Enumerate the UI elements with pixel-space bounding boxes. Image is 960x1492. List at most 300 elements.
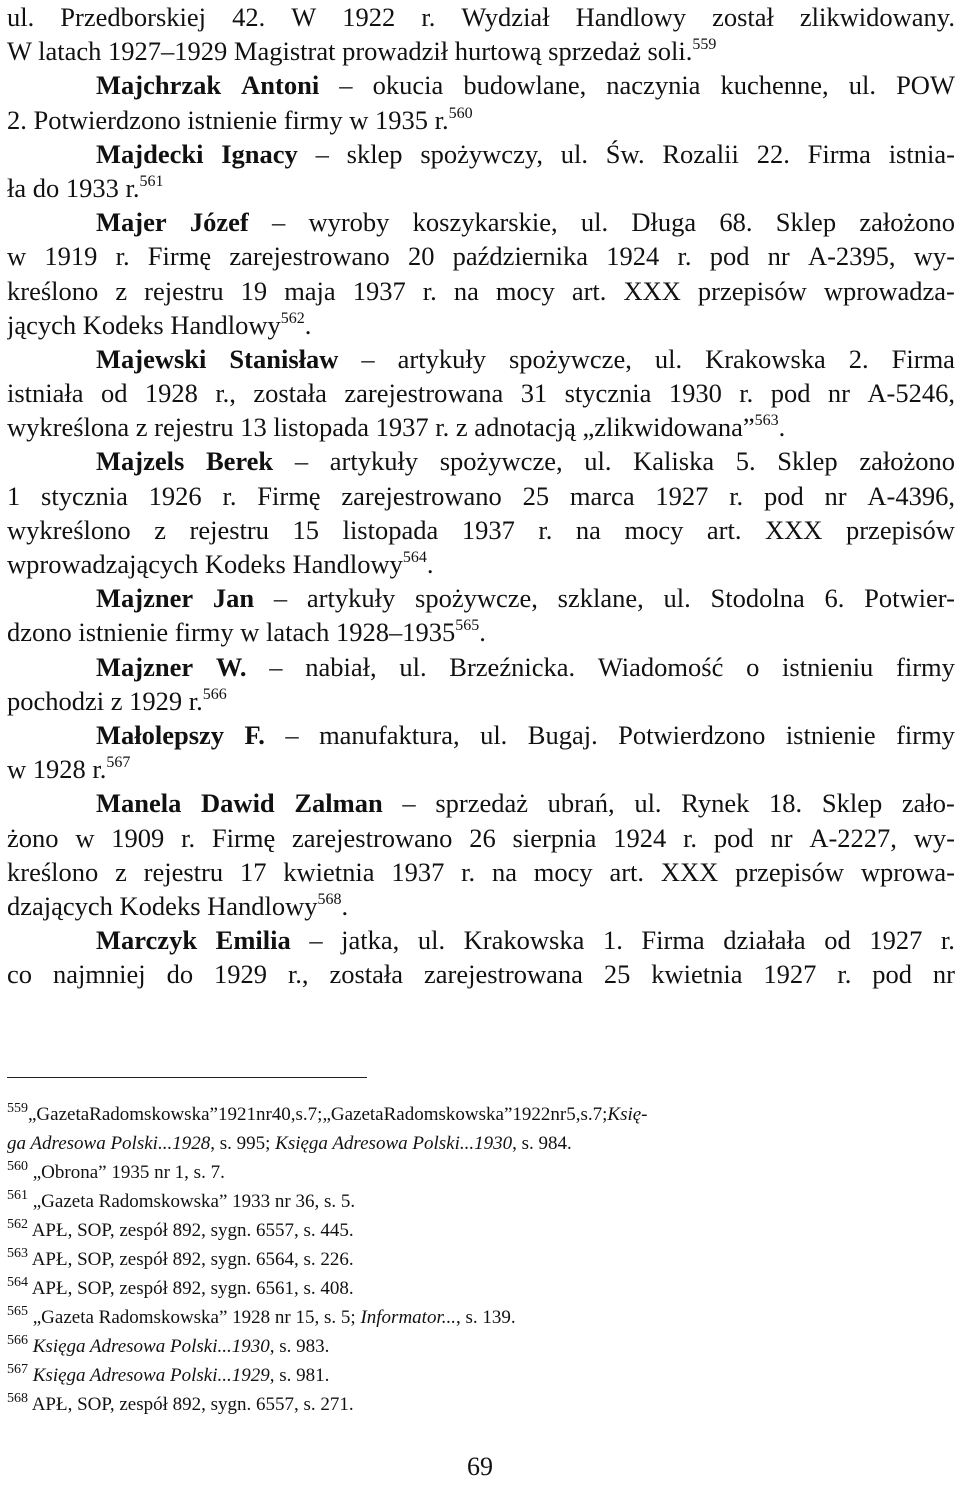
- body-line: [7, 718, 955, 752]
- body-line: [7, 889, 955, 923]
- footnote-ref: 562: [280, 309, 305, 327]
- text-run: Firmę: [211, 822, 276, 853]
- text-run: nr: [827, 378, 850, 409]
- text-run: –: [294, 446, 309, 477]
- text-run: ul.: [7, 2, 35, 32]
- text-run: pod: [770, 378, 811, 409]
- text-run: ul.: [580, 207, 609, 238]
- text-run: Św.: [605, 138, 645, 169]
- entry-name: Marczyk: [96, 925, 198, 956]
- text-run: nabiał,: [305, 651, 377, 682]
- entry-name: Antoni: [241, 70, 320, 101]
- footnote-ref: 563: [7, 1246, 28, 1261]
- body-line: [7, 274, 955, 308]
- text-run: XXX: [660, 856, 719, 887]
- text-run: jatka,: [341, 925, 400, 956]
- entry-name: Majchrzak: [96, 70, 222, 101]
- footnote-ref: 560: [448, 104, 473, 122]
- footnotes: [7, 1100, 955, 1419]
- text-run: –: [285, 719, 299, 750]
- body-line: [7, 103, 955, 137]
- text-run: 1922: [342, 2, 396, 32]
- text-run: pod: [709, 241, 750, 272]
- text-run: w: [75, 822, 95, 853]
- italic-title: Księga Adresowa Polski...1929: [32, 1365, 270, 1386]
- text-run: artykuły: [306, 583, 396, 614]
- text-run: 5,: [566, 1104, 581, 1125]
- text-run: 1924: [606, 241, 660, 272]
- text-run: ul.: [560, 138, 589, 169]
- text-run: , s. 983.: [269, 1336, 330, 1357]
- text-run: ła do 1933 r.: [7, 172, 140, 203]
- text-run: zarejestrowano: [341, 480, 502, 511]
- text-run: APŁ, SOP, zespół 892, sygn. 6564, s. 226.: [28, 1249, 354, 1270]
- footnote-line: [7, 1332, 955, 1361]
- text-run: 25: [522, 480, 550, 511]
- text-run: Wydział: [461, 2, 550, 32]
- text-run: .: [778, 412, 786, 443]
- entry-name: Majzner: [96, 583, 194, 614]
- body-line: [7, 752, 955, 786]
- text-run: listopada: [342, 514, 439, 545]
- text-run: 1937: [352, 275, 406, 306]
- italic-title: Księga Adresowa Polski...1930: [275, 1133, 513, 1154]
- text-run: –: [339, 70, 353, 101]
- text-run: Handlowy: [575, 2, 687, 32]
- text-run: XXX: [765, 514, 823, 545]
- text-run: r.: [739, 378, 754, 409]
- text-run: , s. 981.: [269, 1365, 330, 1386]
- text-run: 31: [520, 378, 548, 409]
- text-run: W latach 1927–1929 Magistrat prowadził hurtową sprzedaż soli.: [7, 36, 693, 67]
- footnote-line: [7, 1390, 955, 1419]
- text-run: ul.: [663, 583, 691, 614]
- text-run: 1.: [602, 925, 623, 956]
- body-line: [7, 786, 955, 820]
- text-run: 1927: [763, 959, 817, 990]
- text-run: artykuły: [397, 343, 486, 374]
- footnote-ref: 566: [7, 1333, 28, 1348]
- text-run: rejestru: [189, 514, 269, 545]
- main-text: [7, 0, 955, 991]
- footnote-ref: 562: [7, 1217, 28, 1232]
- text-run: r.: [683, 822, 698, 853]
- text-run: Sklep: [777, 446, 838, 477]
- text-run: 15: [292, 514, 320, 545]
- entry-name: Dawid: [201, 788, 275, 819]
- text-run: spożywcze,: [508, 343, 632, 374]
- text-run: od: [100, 378, 128, 409]
- italic-title: ga Adresowa Polski...1928: [7, 1133, 211, 1154]
- text-run: mocy: [495, 275, 555, 306]
- text-run: została: [253, 378, 327, 409]
- text-run: wy-: [913, 822, 955, 853]
- text-run: 68.: [719, 207, 753, 238]
- body-line: [7, 615, 955, 649]
- text-run: Stodolna: [710, 583, 805, 614]
- footnote-line: [7, 1158, 955, 1187]
- entry-name: F.: [244, 719, 265, 750]
- italic-title: Informator...: [360, 1307, 456, 1328]
- entry-name: Manela: [96, 788, 182, 819]
- body-line: [7, 205, 955, 239]
- text-run: 17: [239, 856, 267, 887]
- text-run: r.: [677, 241, 692, 272]
- footnote-ref: 565: [7, 1304, 28, 1319]
- text-run: założono: [859, 446, 955, 477]
- text-run: zarejestrowano: [229, 241, 390, 272]
- footnote-line: [7, 1245, 955, 1274]
- text-run: 22.: [756, 138, 790, 169]
- text-run: z: [154, 514, 166, 545]
- text-run: s.: [295, 1104, 308, 1125]
- text-run: –: [361, 343, 375, 374]
- text-run: spożywcze,: [439, 446, 563, 477]
- text-run: istnienie: [785, 719, 876, 750]
- body-line: [7, 34, 955, 68]
- text-run: mocy: [533, 856, 593, 887]
- body-line: [7, 239, 955, 273]
- text-run: mocy: [624, 514, 684, 545]
- footnote-ref: 563: [754, 412, 779, 430]
- text-run: W: [291, 2, 317, 32]
- entry-name: Ignacy: [221, 138, 298, 169]
- text-run: 1909: [111, 822, 165, 853]
- text-run: nr: [770, 822, 793, 853]
- text-run: 2. Potwierdzono istnienie firmy w 1935 r.: [7, 104, 449, 135]
- footnote-ref: 559: [692, 36, 717, 54]
- text-run: 7;: [307, 1104, 323, 1125]
- text-run: Radomskowska”: [383, 1104, 513, 1125]
- text-run: r.: [422, 275, 437, 306]
- text-run: spożywcze,: [415, 583, 538, 614]
- footnote-line: [7, 1216, 955, 1245]
- text-run: A-4396,: [867, 480, 955, 511]
- footnote-line: [7, 1274, 955, 1303]
- footnote-ref: 567: [106, 754, 131, 772]
- body-line: [7, 650, 955, 684]
- footnote-line: 559„GazetaRadomskowska”1921nr40,s.7;„GazetaRadomskowska”1922nr5,s.7;Księ-: [7, 1100, 955, 1129]
- text-run: 1928: [144, 378, 198, 409]
- text-run: został: [712, 2, 774, 32]
- text-run: r.,: [287, 959, 309, 990]
- text-run: .: [341, 890, 349, 921]
- text-run: co: [7, 959, 33, 990]
- text-run: pod: [713, 822, 754, 853]
- text-run: z: [115, 275, 128, 306]
- text-run: sprzedaż: [435, 788, 528, 819]
- text-run: przepisów: [697, 275, 807, 306]
- text-run: 1930: [668, 378, 722, 409]
- text-run: istniała: [7, 378, 84, 409]
- text-run: stycznia: [41, 480, 128, 511]
- text-run: Potwier-: [864, 583, 955, 614]
- text-run: Firma: [891, 343, 955, 374]
- text-run: 6.: [824, 583, 845, 614]
- text-run: 1927: [655, 480, 709, 511]
- footnote-line: [7, 1129, 955, 1158]
- text-run: „Gazeta: [322, 1104, 384, 1125]
- text-run: r.: [940, 925, 955, 956]
- text-run: jących Kodeks Handlowy: [7, 309, 281, 340]
- entry-name: Małolepszy: [96, 719, 225, 750]
- entry-name: Majewski: [96, 343, 207, 374]
- text-run: art.: [571, 275, 607, 306]
- text-run: Rozalii: [662, 138, 739, 169]
- text-run: wyroby: [308, 207, 390, 238]
- footnote-line: [7, 1361, 955, 1390]
- body-line: [7, 308, 955, 342]
- text-run: okucia: [372, 70, 444, 101]
- text-run: 1937: [461, 514, 515, 545]
- body-line: [7, 513, 955, 547]
- text-run: r.: [538, 514, 553, 545]
- text-run: o: [746, 651, 760, 682]
- text-run: 26: [469, 822, 496, 853]
- text-run: nr: [255, 1104, 272, 1125]
- body-line: [7, 684, 955, 718]
- text-run: nr: [767, 241, 790, 272]
- text-run: Przedborskiej: [60, 2, 207, 32]
- footnote-ref: 568: [317, 890, 342, 908]
- text-run: dzono istnienie firmy w latach 1928–1935: [7, 617, 456, 648]
- text-run: r.: [222, 480, 237, 511]
- footnote-ref: 564: [7, 1275, 28, 1290]
- text-run: w: [7, 241, 27, 272]
- footnote-separator: [7, 1077, 367, 1078]
- text-run: r.: [181, 822, 196, 853]
- body-line: [7, 923, 955, 957]
- italic-title: Księ-: [607, 1104, 648, 1125]
- text-run: spożywczy,: [420, 138, 543, 169]
- text-run: została: [329, 959, 404, 990]
- text-run: wykreślono: [7, 514, 131, 545]
- text-run: wprowa-: [860, 856, 955, 887]
- text-run: naczynia: [606, 70, 701, 101]
- text-run: Kaliska: [633, 446, 715, 477]
- text-run: 20: [407, 241, 435, 272]
- text-run: nr: [824, 480, 847, 511]
- text-run: wykreślona z rejestru 13 listopada 1937 r. z adnotacją „zlikwidowana”: [7, 412, 755, 443]
- footnote-ref: 566: [202, 685, 227, 703]
- text-run: „Obrona” 1935 nr 1, s. 7.: [28, 1162, 225, 1183]
- text-run: firmy: [896, 651, 955, 682]
- text-run: r.: [421, 2, 436, 32]
- entry-name: W.: [215, 651, 247, 682]
- text-run: APŁ, SOP, zespół 892, sygn. 6561, s. 408.: [28, 1278, 354, 1299]
- text-run: rejestru: [144, 275, 224, 306]
- text-run: Krakowska: [705, 343, 826, 374]
- text-run: na: [575, 514, 601, 545]
- text-run: r.: [729, 480, 744, 511]
- text-run: działała: [723, 925, 806, 956]
- entry-name: Emilia: [215, 925, 291, 956]
- text-run: rejestru: [143, 856, 224, 887]
- text-run: 2.: [848, 343, 869, 374]
- text-run: 1937: [391, 856, 445, 887]
- body-line: [7, 957, 955, 991]
- entry-name: Berek: [205, 446, 274, 477]
- text-run: 1924: [613, 822, 667, 853]
- text-run: stycznia: [564, 378, 652, 409]
- text-run: Firmę: [257, 480, 321, 511]
- text-run: –: [402, 788, 416, 819]
- footnote-ref: 561: [139, 172, 164, 190]
- text-run: , s. 984.: [512, 1133, 572, 1154]
- text-run: ul.: [654, 343, 683, 374]
- text-run: Bugaj.: [527, 719, 598, 750]
- body-line: [7, 444, 955, 478]
- text-run: .: [479, 617, 486, 648]
- text-run: A-5246,: [867, 378, 955, 409]
- text-run: APŁ, SOP, zespół 892, sygn. 6557, s. 445.: [28, 1220, 354, 1241]
- text-run: 25: [603, 959, 631, 990]
- text-run: A-2395,: [807, 241, 896, 272]
- footnote-line: [7, 1187, 955, 1216]
- body-line: [7, 821, 955, 855]
- text-run: od: [824, 925, 851, 956]
- text-run: nr: [550, 1104, 567, 1125]
- text-run: nr: [932, 959, 955, 990]
- entry-name: Majzner: [96, 651, 194, 682]
- text-run: 1929: [214, 959, 268, 990]
- text-run: 1926: [148, 480, 202, 511]
- text-run: Rynek: [681, 788, 750, 819]
- body-line: [7, 410, 955, 444]
- text-run: ul.: [480, 719, 508, 750]
- text-run: 1919: [44, 241, 98, 272]
- text-run: ul.: [848, 70, 876, 101]
- text-run: 7;: [592, 1104, 608, 1125]
- entry-name: Zalman: [294, 788, 383, 819]
- text-run: ul.: [399, 651, 427, 682]
- text-run: na: [453, 275, 479, 306]
- text-run: sklep: [346, 138, 403, 169]
- text-run: APŁ, SOP, zespół 892, sygn. 6557, s. 271.: [28, 1394, 354, 1415]
- text-run: kwietnia: [283, 856, 375, 887]
- text-run: kuchenne,: [720, 70, 829, 101]
- text-run: dzających Kodeks Handlowy: [7, 890, 318, 921]
- text-run: r.,: [215, 378, 236, 409]
- text-run: , s. 995;: [210, 1133, 276, 1154]
- text-run: przepisów: [735, 856, 844, 887]
- footnote-ref: 565: [455, 617, 480, 635]
- body-line: [7, 479, 955, 513]
- text-run: z: [115, 856, 127, 887]
- body-line: [7, 137, 955, 171]
- text-run: szklane,: [557, 583, 644, 614]
- text-run: kreślono: [7, 275, 99, 306]
- text-run: XXX: [623, 275, 681, 306]
- entry-name: Majdecki: [96, 138, 204, 169]
- text-run: wprowadza-: [823, 275, 955, 306]
- text-run: –: [269, 651, 283, 682]
- text-run: A-2227,: [809, 822, 897, 853]
- text-run: Brzeźnicka.: [449, 651, 576, 682]
- text-run: wy-: [913, 241, 955, 272]
- text-run: r.: [115, 241, 130, 272]
- footnote-ref: 568: [7, 1391, 28, 1406]
- text-run: artykuły: [329, 446, 419, 477]
- entry-name: Majzels: [96, 446, 185, 477]
- text-run: Potwierdzono: [618, 719, 766, 750]
- footnote-ref: 560: [7, 1159, 28, 1174]
- text-run: Długa: [631, 207, 697, 238]
- text-run: , s. 139.: [455, 1307, 516, 1328]
- text-run: ul.: [584, 446, 612, 477]
- text-run: 1: [7, 480, 21, 511]
- footnote-line: [7, 1303, 955, 1332]
- text-run: „Gazeta Radomskowska” 1928 nr 15, s. 5;: [28, 1307, 361, 1328]
- text-run: r.: [837, 959, 852, 990]
- text-run: Sklep: [821, 788, 883, 819]
- footnote-ref: 564: [402, 549, 427, 566]
- entry-name: Stanisław: [229, 343, 339, 374]
- entry-name: Józef: [189, 207, 249, 238]
- text-run: pochodzi z 1929 r.: [7, 685, 203, 716]
- text-run: żono: [7, 822, 59, 853]
- text-run: „Gazeta Radomskowska” 1933 nr 36, s. 5.: [28, 1191, 356, 1212]
- text-run: 40,: [271, 1104, 296, 1125]
- italic-title: Księga Adresowa Polski...1930: [32, 1336, 270, 1357]
- text-run: marca: [569, 480, 635, 511]
- text-run: Sklep: [775, 207, 837, 238]
- text-run: art.: [609, 856, 645, 887]
- text-run: października: [452, 241, 589, 272]
- text-run: 1921: [217, 1104, 256, 1125]
- page-number: 69: [467, 1452, 493, 1481]
- text-run: Firmę: [147, 241, 212, 272]
- text-run: Firma: [807, 138, 871, 169]
- footnote-ref: 567: [7, 1362, 28, 1377]
- text-run: najmniej: [52, 959, 146, 990]
- text-run: pod: [872, 959, 912, 990]
- text-run: istnia-: [888, 138, 955, 169]
- text-run: art.: [706, 514, 742, 545]
- text-run: kreślono: [7, 856, 99, 887]
- text-run: Radomskowska”: [89, 1104, 218, 1125]
- text-run: POW: [896, 70, 955, 101]
- body-line: [7, 581, 955, 615]
- text-run: w 1928 r.: [7, 754, 107, 785]
- text-run: wprowadzających Kodeks Handlowy: [7, 549, 403, 579]
- text-run: zarejestrowano: [292, 822, 453, 853]
- text-run: –: [273, 583, 288, 614]
- body-line: [7, 342, 955, 376]
- text-run: .: [426, 549, 434, 579]
- text-run: –: [315, 138, 329, 169]
- text-run: firmy: [896, 719, 955, 750]
- text-run: manufaktura,: [319, 719, 460, 750]
- text-run: ubrań,: [547, 788, 615, 819]
- text-run: do: [166, 959, 194, 990]
- text-run: na: [491, 856, 517, 887]
- text-run: budowlane,: [463, 70, 587, 101]
- text-run: Firma: [641, 925, 705, 956]
- text-run: Krakowska: [463, 925, 585, 956]
- text-run: –: [271, 207, 286, 238]
- text-run: 5.: [735, 446, 756, 477]
- text-run: pod: [763, 480, 804, 511]
- footnote-ref: 561: [7, 1188, 28, 1203]
- body-line: [7, 547, 955, 581]
- body-line: [7, 855, 955, 889]
- text-run: ul.: [417, 925, 446, 956]
- text-run: zlikwidowany.: [799, 2, 955, 32]
- text-run: przepisów: [845, 514, 955, 545]
- body-line: [7, 376, 955, 410]
- text-run: Wiadomość: [597, 651, 724, 682]
